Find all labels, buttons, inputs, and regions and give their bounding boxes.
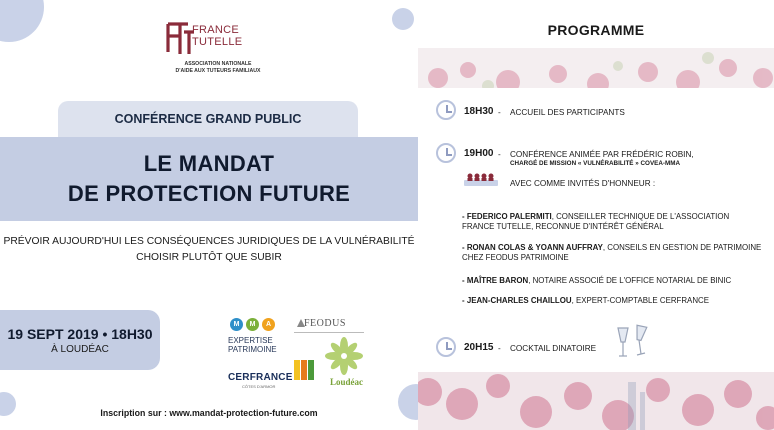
title-line1: LE MANDAT (143, 151, 275, 176)
cerfrance-bar (301, 360, 307, 380)
clock-icon (436, 337, 456, 357)
partner-logos (224, 312, 374, 392)
guest-name: - JEAN-CHARLES CHAILLOU (462, 296, 572, 305)
inscription-url[interactable]: www.mandat-protection-future.com (169, 408, 318, 418)
inscription-label: Inscription sur : (100, 408, 167, 418)
cerfrance-bar (308, 360, 314, 380)
event-date: 19 SEPT 2019 • 18H30 (7, 325, 153, 342)
guest-name: - FEDERICO PALERMITI (462, 212, 552, 221)
guest-entry (462, 276, 762, 286)
loudeac-flower-icon (320, 336, 368, 376)
divider (294, 332, 364, 333)
mma-letter: M (246, 318, 259, 331)
guest-entry (462, 243, 762, 263)
decorative-circle (392, 8, 414, 30)
guest-entry (462, 296, 762, 306)
guest-role-line2: CHEZ FEODUS PATRIMOINE (462, 253, 569, 262)
guest-role-line2: FRANCE TUTELLE, RECONNUE D'INTÉRÊT GÉNÉRAL (462, 222, 664, 231)
mma-line2: PATRIMOINE (228, 345, 277, 354)
programme-time: 19H00 (464, 148, 494, 159)
cerfrance-bar (294, 360, 300, 380)
mma-logo (230, 318, 275, 331)
decorative-circle (0, 0, 44, 42)
logo-subtitle (166, 61, 270, 74)
guest-role: , EXPERT-COMPTABLE CERFRANCE (571, 296, 709, 305)
mma-letter: A (262, 318, 275, 331)
guest-role: , NOTAIRE ASSOCIÉ DE L'OFFICE NOTARIAL DE BINIC (528, 276, 732, 285)
cerfrance-bars-icon (294, 360, 314, 380)
guest-entry (462, 212, 762, 232)
clock-icon (436, 100, 456, 120)
logo-name-line1: FRANCE (192, 24, 240, 36)
cerfrance-sub: CÔTES D'ARMOR (242, 384, 276, 389)
guest-name: - RONAN COLAS & YOANN AUFFRAY (462, 243, 603, 252)
france-tutelle-logo (166, 20, 270, 78)
guest-name: - MAÎTRE BARON (462, 276, 529, 285)
feodus-triangle-icon (297, 319, 305, 327)
subtitle-line2: CHOISIR PLUTÔT QUE SUBIR (136, 252, 282, 263)
mma-letter: M (230, 318, 243, 331)
subtitle-line1: PRÉVOIR AUJOURD'HUI LES CONSÉQUENCES JURIDIQUES DE LA VULNÉRABILITÉ (3, 236, 415, 247)
logo-subtitle-line2: D'AIDE AUX TUTEURS FAMILIAUX (175, 67, 261, 74)
programme-label: CONFÉRENCE ANIMÉE PAR FRÉDÉRIC ROBIN, (510, 150, 694, 159)
logo-name-line2: TUTELLE (192, 36, 243, 48)
event-type-tag: CONFÉRENCE GRAND PUBLIC (58, 101, 358, 137)
event-place: À LOUDÉAC (51, 343, 109, 355)
programme-sublabel: CHARGÉ DE MISSION « VULNÉRABILITÉ » COVEA-MMA (510, 160, 681, 167)
programme-dash: - (498, 150, 501, 159)
programme-dash: - (498, 344, 501, 353)
inscription-line (0, 408, 418, 418)
cerfrance-logo: CERFRANCE (228, 372, 293, 383)
guests-intro: AVEC COMME INVITÉS D'HONNEUR : (510, 179, 656, 188)
conference-icon (464, 170, 498, 188)
programme-dash: - (498, 108, 501, 117)
logo-name (192, 24, 242, 48)
mma-expertise-label (228, 336, 277, 354)
feodus-logo: FEODUS (304, 318, 346, 329)
guest-role: , CONSEILS EN GESTION DE PATRIMOINE (602, 243, 762, 252)
programme-time: 20H15 (464, 342, 494, 353)
programme-label: ACCUEIL DES PARTICIPANTS (510, 108, 625, 117)
champagne-glasses-icon (614, 322, 648, 364)
title-banner (0, 137, 418, 221)
programme-time: 18H30 (464, 106, 494, 117)
cherry-blossom-image (418, 372, 774, 430)
loudeac-logo: Loudéac (330, 377, 364, 387)
programme-heading: PROGRAMME (547, 22, 645, 38)
subtitle (0, 234, 418, 266)
right-panel (418, 0, 774, 430)
cherry-blossom-image (418, 48, 774, 88)
title-line2: DE PROTECTION FUTURE (67, 181, 351, 206)
guest-role: , CONSEILLER TECHNIQUE DE L'ASSOCIATION (551, 212, 730, 221)
mma-line1: EXPERTISE (228, 336, 273, 345)
programme-label: COCKTAIL DINATOIRE (510, 344, 597, 353)
clock-icon (436, 143, 456, 163)
date-banner (0, 310, 160, 370)
logo-subtitle-line1: ASSOCIATION NATIONALE (184, 61, 252, 67)
